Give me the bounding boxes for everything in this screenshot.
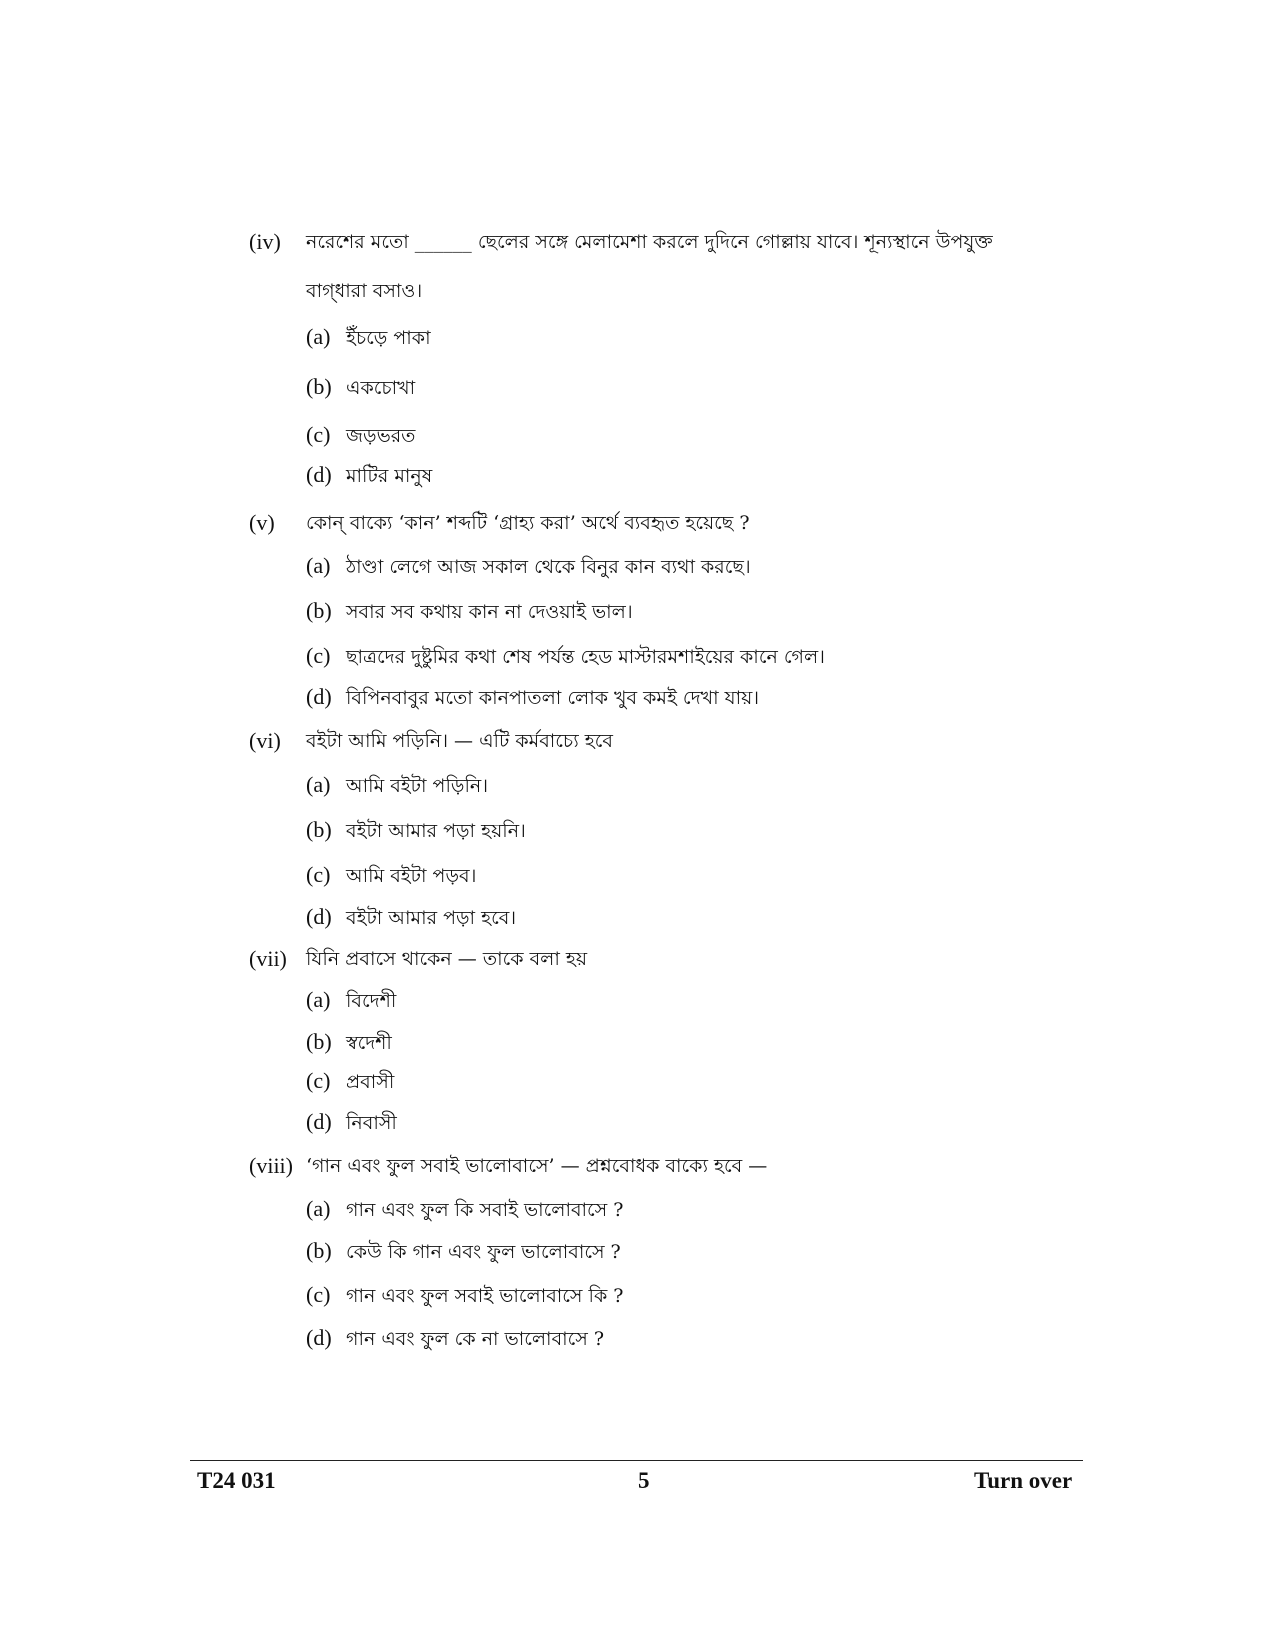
option-label: (a) [306,324,331,349]
option-label: (a) [306,772,331,797]
question-number: (viii) [249,1153,293,1178]
option-text: গান এবং ফুল কে না ভালোবাসে ? [346,1328,605,1350]
option-viii-d[interactable] [306,1325,1026,1352]
option-text: বিদেশী [346,990,397,1012]
option-label: (d) [306,1109,332,1134]
option-v-b[interactable] [306,598,1026,625]
option-text: বইটা আমার পড়া হবে। [346,907,517,929]
option-iv-d[interactable] [306,462,1026,489]
question-text-continued: বাগ্‌ধারা বসাও। [306,280,423,302]
option-text: কেউ কি গান এবং ফুল ভালোবাসে ? [346,1241,621,1263]
option-text: প্রবাসী [346,1071,395,1093]
option-vii-c[interactable] [306,1068,1026,1095]
option-label: (c) [306,1068,331,1093]
paper-code: T24 031 [197,1468,276,1493]
option-text: মাটির মানুষ [346,465,433,487]
question-text: নরেশের মতো ______ ছেলের সঙ্গে মেলামেশা করলে দুদিনে গোল্লায় যাবে। শূন্যস্থানে উপযুক্ত [306,231,993,253]
option-text: বইটা আমার পড়া হয়নি। [346,820,526,842]
question-number: (vii) [249,946,287,971]
question-text: যিনি প্রবাসে থাকেন — তাকে বলা হয় [306,948,588,970]
option-iv-c[interactable] [306,422,1026,449]
option-vi-d[interactable] [306,904,1026,931]
option-label: (c) [306,862,331,887]
option-v-d[interactable] [306,684,1026,711]
option-viii-a[interactable] [306,1196,1026,1223]
option-vi-b[interactable] [306,817,1026,844]
question-number: (iv) [249,229,281,254]
option-v-c[interactable] [306,643,1026,670]
option-label: (d) [306,684,332,709]
option-text: একচোখা [346,377,416,399]
option-text: গান এবং ফুল কি সবাই ভালোবাসে ? [346,1199,624,1221]
turn-over-note: Turn over [974,1468,1073,1493]
option-text: ঠাণ্ডা লেগে আজ সকাল থেকে বিনুর কান ব্যথা করছে। [346,556,751,578]
question-number: (vi) [249,728,281,753]
question-number: (v) [249,510,275,535]
option-vii-d[interactable] [306,1109,1026,1136]
option-label: (b) [306,1029,332,1054]
option-label: (a) [306,553,331,578]
option-label: (c) [306,643,331,668]
option-v-a[interactable] [306,553,1026,580]
option-label: (b) [306,374,332,399]
option-label: (b) [306,817,332,842]
option-vi-c[interactable] [306,862,1026,889]
option-vi-a[interactable] [306,772,1026,799]
option-vii-b[interactable] [306,1029,1026,1056]
option-text: ইঁচড়ে পাকা [346,327,431,349]
question-text: কোন্ বাক্যে ‘কান’ শব্দটি ‘গ্রাহ্য করা’ অর্থে ব্যবহৃত হয়েছে ? [306,512,750,534]
option-label: (c) [306,422,331,447]
option-label: (a) [306,987,331,1012]
option-text: বিপিনবাবুর মতো কানপাতলা লোক খুব কমই দেখা যায়। [346,687,760,709]
option-text: নিবাসী [346,1112,397,1134]
option-text: ছাত্রদের দুষ্টুমির কথা শেষ পর্যন্ত হেড মাস্টারমশাইয়ের কানে গেল। [346,646,825,668]
footer-divider [190,1460,1083,1461]
option-label: (b) [306,598,332,623]
option-label: (d) [306,1325,332,1350]
page-number: 5 [638,1468,650,1493]
option-viii-c[interactable] [306,1282,1026,1309]
option-label: (d) [306,904,332,929]
option-text: জড়ভরত [346,425,416,447]
option-label: (d) [306,462,332,487]
option-text: আমি বইটা পড়িনি। [346,775,489,797]
option-iv-b[interactable] [306,374,1026,401]
question-text: বইটা আমি পড়িনি। — এটি কর্মবাচ্যে হবে [306,730,613,752]
option-text: স্বদেশী [346,1032,392,1054]
option-label: (c) [306,1282,331,1307]
option-label: (b) [306,1238,332,1263]
option-vii-a[interactable] [306,987,1026,1014]
option-text: গান এবং ফুল সবাই ভালোবাসে কি ? [346,1285,624,1307]
option-label: (a) [306,1196,331,1221]
option-text: সবার সব কথায় কান না দেওয়াই ভাল। [346,601,633,623]
question-text: ‘গান এবং ফুল সবাই ভালোবাসে’ — প্রশ্নবোধক বাক্যে হবে — [306,1155,768,1177]
option-viii-b[interactable] [306,1238,1026,1265]
option-text: আমি বইটা পড়ব। [346,865,477,887]
option-iv-a[interactable] [306,324,1026,351]
